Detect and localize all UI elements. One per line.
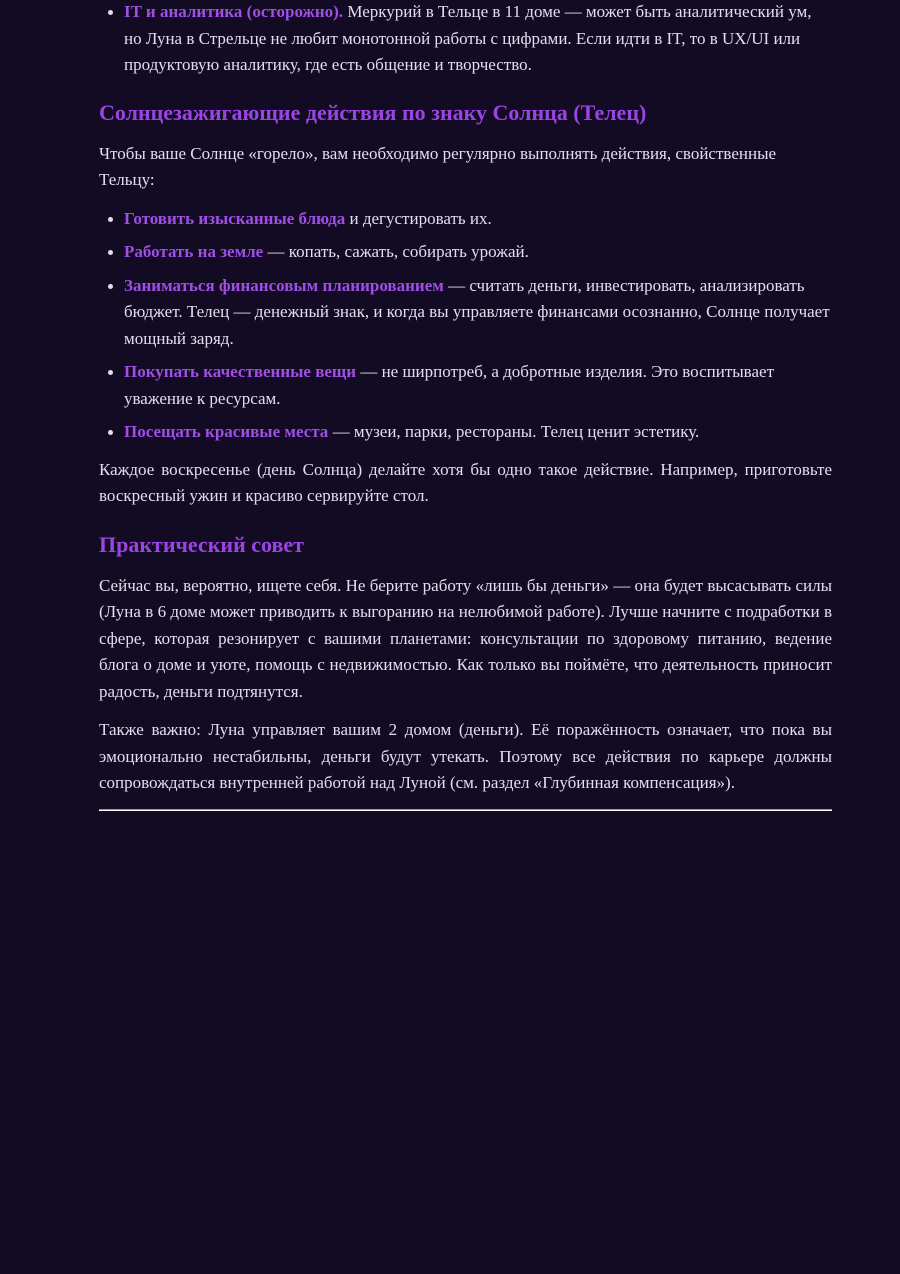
article-content: [99, 0, 832, 811]
list-item: [124, 273, 832, 353]
list-item: [124, 239, 832, 266]
sun-actions-outro: Каждое воскресенье (день Солнца) делайте хотя бы одно такое действие. Например, приготовьте воскресный ужин и красиво сервируйте стол.: [99, 459, 832, 505]
list-item-text: — не ширпотреб, а добротные изделия. Это воспитывает уважение к ресурсам.: [124, 362, 775, 408]
sun-actions-list: [99, 206, 832, 446]
section-divider: [99, 809, 832, 811]
sun-actions-intro: Чтобы ваше Солнце «горело», вам необходимо регулярно выполнять действия, свойственные Тельцу:: [99, 143, 777, 189]
list-item: [124, 419, 832, 446]
list-item-title: Посещать красивые места: [124, 422, 329, 441]
list-item: [124, 206, 832, 233]
list-item-text: — считать деньги, инвестировать, анализировать бюджет. Телец — денежный знак, и когда вы управляете финансами осознанно, Солнце получает мощный заряд.: [124, 275, 830, 348]
list-item-title: IT и аналитика (осторожно).: [124, 2, 344, 21]
list-item-text: Меркурий в Тельце в 11 доме — может быть аналитический ум, но Луна в Стрельце не любит монотонной работы с цифрами. Если идти в IT, то в UX/UI или продуктовую аналитику, где есть общение и творчество.: [124, 2, 812, 74]
career-options-list: [99, 0, 832, 79]
section-heading-practical-advice: Практический совет: [99, 531, 304, 557]
list-item: [124, 359, 832, 412]
list-item: [124, 0, 832, 79]
list-item-text: — копать, сажать, собирать урожай.: [263, 242, 529, 261]
list-item-title: Работать на земле: [124, 242, 264, 261]
list-item-title: Заниматься финансовым планированием: [124, 275, 444, 295]
section-heading-sun-actions: Солнцезажигающие действия по знаку Солнца (Телец): [99, 99, 647, 125]
advice-paragraph: Сейчас вы, вероятно, ищете себя. Не берите работу «лишь бы деньги» — она будет высасывать силы (Луна в 6 доме может приводить к выгоранию на нелюбимой работе). Лучше начните с подработки в сфере, которая резонирует с вашими планетами: консультации по здоровому питанию, ведение блога о доме и уюте, помощь с недвижимостью. Как только вы поймёте, что деятельность приносит радость, деньги подтянутся.: [99, 575, 832, 701]
list-item-text: — музеи, парки, рестораны. Телец ценит эстетику.: [328, 422, 700, 441]
list-item-text: и дегустировать их.: [345, 208, 492, 228]
list-item-title: Покупать качественные вещи: [124, 362, 357, 381]
advice-paragraph: Также важно: Луна управляет вашим 2 домом (деньги). Её поражённость означает, что пока вы эмоционально нестабильны, деньги будут утекать. Поэтому все действия по карьере должны сопровождаться внутренней работой над Луной (см. раздел «Глубинная компенсация»).: [99, 720, 832, 792]
list-item-title: Готовить изысканные блюда: [124, 208, 346, 228]
